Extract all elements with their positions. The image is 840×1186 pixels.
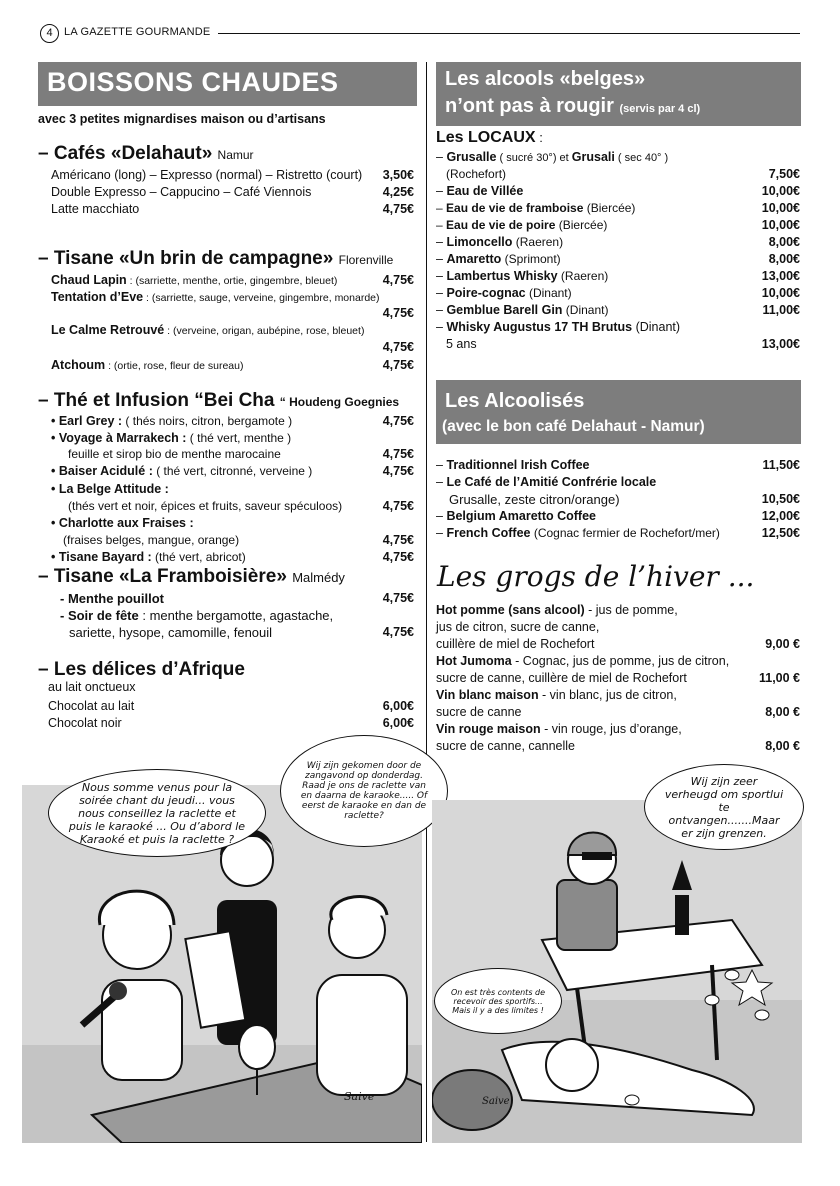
speech-bubble-nl: Wij zijn gekomen door de zangavond op donderdag. Raad je ons de raclette van en daarna de karaoke..... Of eerst de karaoke en dan de raclette? xyxy=(280,735,448,847)
menu-item: – Grusalle ( sucré 30°) et Grusali ( sec 40° ) xyxy=(436,150,669,164)
menu-item-price: 4,75€ xyxy=(382,499,414,513)
menu-item-text: Chocolat noir xyxy=(48,716,122,730)
menu-item-price: 4,75€ xyxy=(382,464,414,478)
menu-item-price: 4,75€ xyxy=(382,273,414,287)
artist-signature: Saive xyxy=(344,1090,375,1103)
menu-item: • Earl Grey : ( thés noirs, citron, bergamote ) xyxy=(51,414,293,428)
tisane-campagne-origin: Florenville xyxy=(338,253,394,267)
menu-item-detail: (fraises belges, mangue, orange) xyxy=(63,533,240,547)
menu-item: – Le Café de l’Amitié Confrérie locale xyxy=(436,475,657,489)
menu-item: Atchoum : (ortie, rose, fleur de sureau) xyxy=(51,358,244,372)
menu-item-text: Double Expresso – Cappucino – Café Viennois xyxy=(51,185,312,199)
menu-item-price: 6,00€ xyxy=(382,716,414,730)
menu-item: Tentation d’Eve : (sarriette, sauge, verveine, gingembre, monarde) xyxy=(51,290,380,304)
header-rule xyxy=(218,33,800,34)
menu-item-detail: sariette, hysope, camomille, fenouil xyxy=(69,625,273,640)
menu-item-price: 4,75€ xyxy=(382,358,414,372)
menu-item: Vin blanc maison - vin blanc, jus de citron, xyxy=(436,688,677,702)
menu-item: • La Belge Attitude : xyxy=(51,482,169,496)
locaux-title: Les LOCAUX : xyxy=(436,129,543,146)
menu-item-detail: cuillère de miel de Rochefort xyxy=(436,637,595,651)
menu-item-price: 4,75€ xyxy=(382,306,414,320)
menu-item-price: 10,50€ xyxy=(761,492,800,506)
menu-item-price: 7,50€ xyxy=(768,167,800,181)
menu-item-price: 10,00€ xyxy=(761,201,800,215)
menu-item: – Poire-cognac (Dinant) xyxy=(436,286,572,300)
menu-item-detail: Grusalle, zeste citron/orange) xyxy=(449,492,620,507)
menu-item-price: 6,00€ xyxy=(382,699,414,713)
page-number: 4 xyxy=(40,24,59,43)
menu-item: – Belgium Amaretto Coffee xyxy=(436,509,596,523)
menu-item: Le Calme Retrouvé : (verveine, origan, aubépine, rose, bleuet) xyxy=(51,323,365,337)
menu-item-price: 3,50€ xyxy=(382,168,414,182)
menu-item: Chaud Lapin : (sarriette, menthe, ortie, gingembre, bleuet) xyxy=(51,273,338,287)
menu-item: – Traditionnel Irish Coffee xyxy=(436,458,590,472)
menu-item-price: 11,00 € xyxy=(758,671,800,685)
menu-item-text: Latte macchiato xyxy=(51,202,140,216)
menu-item: - Menthe pouillot xyxy=(60,591,164,606)
menu-item-text: Américano (long) – Expresso (normal) – Ristretto (court) xyxy=(51,168,363,182)
afrique-subtitle: au lait onctueux xyxy=(48,680,136,694)
gazette-title: LA GAZETTE GOURMANDE xyxy=(64,26,211,38)
tisane-campagne-name: Tisane «Un brin de campagne» xyxy=(53,248,334,269)
menu-item-detail: jus de citron, sucre de canne, xyxy=(436,620,600,634)
page-header xyxy=(40,24,800,42)
menu-item-price: 12,00€ xyxy=(761,509,800,523)
menu-item: – Lambertus Whisky (Raeren) xyxy=(436,269,609,283)
menu-item: Hot pomme (sans alcool) - jus de pomme, xyxy=(436,603,678,617)
menu-item: – Eau de vie de poire (Biercée) xyxy=(436,218,608,232)
menu-item-price: 8,00€ xyxy=(768,235,800,249)
menu-item-price: 13,00€ xyxy=(761,337,800,351)
artist-signature: Saive xyxy=(482,1096,510,1107)
menu-item-text: Chocolat au lait xyxy=(48,699,135,713)
afrique-name: Les délices d’Afrique xyxy=(53,659,245,680)
speech-bubble-fr: On est très contents de recevoir des sportifs... Mais il y a des limites ! xyxy=(434,968,562,1034)
menu-item: – Whisky Augustus 17 TH Brutus (Dinant) xyxy=(436,320,681,334)
boissons-chaudes-banner xyxy=(38,62,417,106)
alcools-banner xyxy=(436,62,801,126)
menu-item-price: 9,00 € xyxy=(765,637,800,651)
menu-item: – Gemblue Barell Gin (Dinant) xyxy=(436,303,609,317)
menu-item-detail: (Rochefort) xyxy=(446,167,507,181)
menu-item: – Eau de vie de framboise (Biercée) xyxy=(436,201,636,215)
the-name: Thé et Infusion “Bei Cha xyxy=(53,390,275,411)
menu-item-price: 10,00€ xyxy=(761,184,800,198)
menu-item-price: 10,00€ xyxy=(761,218,800,232)
menu-item: • Charlotte aux Fraises : xyxy=(51,516,194,530)
the-origin: “ Houdeng Goegnies xyxy=(279,395,400,409)
menu-item-price: 12,50€ xyxy=(761,526,800,540)
menu-item-detail: (thés vert et noir, épices et fruits, saveur spéculoos) xyxy=(68,499,343,513)
cafes-name: Cafés «Delahaut» xyxy=(53,143,213,164)
menu-item: – Eau de Villée xyxy=(436,184,524,198)
menu-item-detail: sucre de canne xyxy=(436,705,522,719)
column-divider xyxy=(426,62,427,1142)
alcoolises-banner-line1: Les Alcoolisés xyxy=(445,390,585,412)
menu-item-price: 4,75€ xyxy=(382,625,414,639)
menu-item-detail: feuille et sirop bio de menthe marocaine xyxy=(68,447,281,461)
menu-item-price: 4,75€ xyxy=(382,447,414,461)
menu-item-price: 11,00€ xyxy=(762,303,800,317)
menu-item-price: 4,75€ xyxy=(382,591,414,605)
cafes-title: – Cafés «Delahaut» Namur xyxy=(38,143,254,164)
menu-item-detail: sucre de canne, cuillère de miel de Rochefort xyxy=(436,671,687,685)
menu-item: Vin rouge maison - vin rouge, jus d’orange, xyxy=(436,722,682,736)
menu-item: • Tisane Bayard : (thé vert, abricot) xyxy=(51,550,246,564)
menu-item: • Voyage à Marrakech : ( thé vert, menthe ) xyxy=(51,431,292,445)
menu-item-price: 11,50€ xyxy=(762,458,800,472)
grogs-title: Les grogs de l’hiver ... xyxy=(437,560,755,593)
menu-item-price: 8,00 € xyxy=(765,739,800,753)
speech-bubble-fr: Nous somme venus pour la soirée chant du jeudi... vous nous conseillez la raclette et puis le karaoké ... Ou d’abord le Karaoké et puis la raclette ? xyxy=(48,769,266,857)
menu-item: – Amaretto (Sprimont) xyxy=(436,252,561,266)
menu-item-price: 10,00€ xyxy=(761,286,800,300)
menu-item-price: 8,00€ xyxy=(768,252,800,266)
menu-item: – Limoncello (Raeren) xyxy=(436,235,564,249)
alcools-banner-line2: n’ont pas à rougir (servis par 4 cl) xyxy=(445,95,701,117)
menu-item-price: 4,75€ xyxy=(382,550,414,564)
framboisiere-origin: Malmédy xyxy=(292,570,345,585)
alcoolises-banner xyxy=(436,380,801,444)
menu-item-price: 13,00€ xyxy=(761,269,800,283)
menu-item-price: 4,25€ xyxy=(382,185,414,199)
cafes-origin: Namur xyxy=(217,148,254,162)
sportifs-cartoon xyxy=(432,774,802,1143)
framboisiere-name: Tisane «La Framboisière» xyxy=(53,566,287,587)
menu-item-price: 8,00 € xyxy=(765,705,800,719)
afrique-title: – Les délices d’Afrique xyxy=(38,659,245,680)
alcools-banner-line1: Les alcools «belges» xyxy=(445,68,646,90)
banner-title: BOISSONS CHAUDES xyxy=(47,67,339,97)
alcoolises-banner-line2: (avec le bon café Delahaut - Namur) xyxy=(442,418,705,435)
menu-item: – French Coffee (Cognac fermier de Rochefort/mer) xyxy=(436,526,720,540)
framboisiere-title: – Tisane «La Framboisière» Malmédy xyxy=(38,566,345,587)
menu-item-price: 4,75€ xyxy=(382,533,414,547)
tisane-campagne-title: – Tisane «Un brin de campagne» Florenville xyxy=(38,248,394,269)
menu-item-price: 4,75€ xyxy=(382,202,414,216)
the-title: – Thé et Infusion “Bei Cha “ Houdeng Goegnies xyxy=(38,390,400,411)
menu-item-price: 4,75€ xyxy=(382,340,414,354)
speech-bubble-nl: Wij zijn zeer verheugd om sportlui te ontvangen.......Maar er zijn grenzen. xyxy=(644,764,804,850)
banner-subtitle: avec 3 petites mignardises maison ou d’artisans xyxy=(38,112,326,126)
menu-item: • Baiser Acidulé : ( thé vert, citronné, verveine ) xyxy=(51,464,313,478)
menu-item-price: 4,75€ xyxy=(382,414,414,428)
menu-item: Hot Jumoma - Cognac, jus de pomme, jus de citron, xyxy=(436,654,730,668)
karaoke-cartoon xyxy=(22,761,428,1143)
menu-item: - Soir de fête : menthe bergamotte, agastache, xyxy=(60,608,334,623)
menu-item-detail: sucre de canne, cannelle xyxy=(436,739,575,753)
menu-item-detail: 5 ans xyxy=(446,337,477,351)
